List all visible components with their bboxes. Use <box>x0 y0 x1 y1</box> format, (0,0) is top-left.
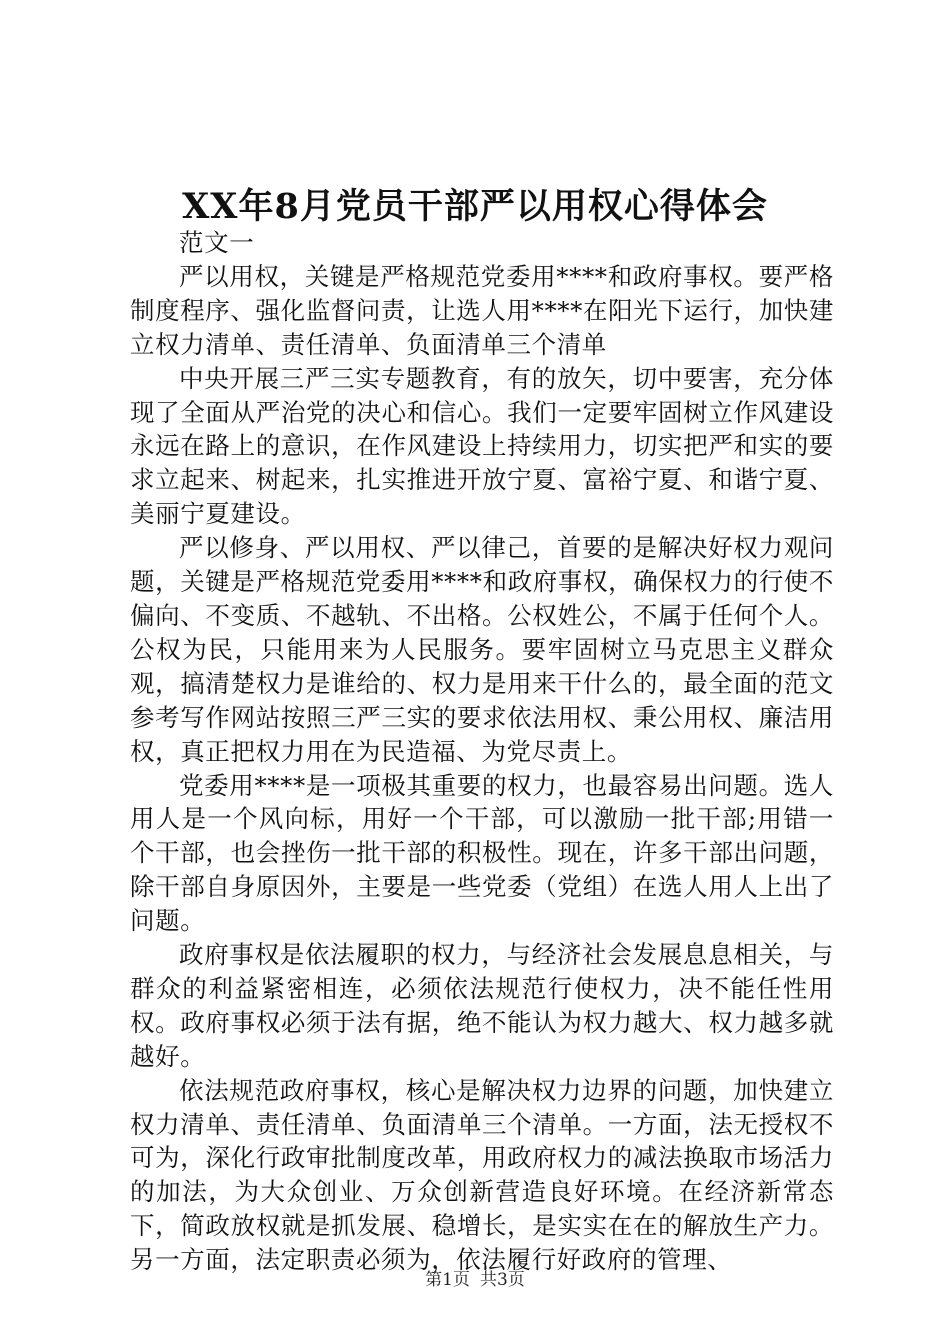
paragraph: 严以修身、严以用权、严以律己，首要的是解决好权力观问题，关键是严格规范党委用****和政府事权，确保权力的行使不偏向、不变质、不越轨、不出格。公权姓公，不属于任何个人。公权为民，只能用来为人民服务。要牢固树立马克思主义群众观，搞清楚权力是谁给的、权力是用来干什么的，最全面的范文参考写作网站按照三严三实的要求依法用权、秉公用权、廉洁用权，真正把权力用在为民造福、为党尽责上。 <box>130 533 834 766</box>
paragraph: 严以用权，关键是严格规范党委用****和政府事权。要严格制度程序、强化监督问责，让选人用****在阳光下运行，加快建立权力清单、责任清单、负面清单三个清单 <box>130 261 834 359</box>
document-title: XX年8月党员干部严以用权心得体会 <box>182 186 768 227</box>
paragraph-label: 范文一 <box>179 228 255 257</box>
paragraph: 政府事权是依法履职的权力，与经济社会发展息息相关，与群众的利益紧密相连，必须依法规范行使权力，决不能任性用权。政府事权必须于法有据，绝不能认为权力越大、权力越多就越好。 <box>130 940 834 1071</box>
paragraph: 依法规范政府事权，核心是解决权力边界的问题，加快建立权力清单、责任清单、负面清单三个清单。一方面，法无授权不可为，深化行政审批制度改革，用政府权力的减法换取市场活力的加法，为大众创业、万众创新营造良好环境。在经济新常态下，简政放权就是抓发展、稳增长，是实实在在的解放生产力。另一方面，法定职责必须为，依法履行好政府的管理、 <box>130 1075 834 1275</box>
page-footer <box>0 1268 950 1292</box>
paragraph: 党委用****是一项极其重要的权力，也最容易出问题。选人用人是一个风向标，用好一个干部，可以激励一批干部;用错一个干部，也会挫伤一批干部的积极性。现在，许多干部出问题，除干部自身原因外，主要是一些党委（党组）在选人用人上出了问题。 <box>130 770 834 936</box>
paragraph: 中央开展三严三实专题教育，有的放矢，切中要害，充分体现了全面从严治党的决心和信心。我们一定要牢固树立作风建设永远在路上的意识，在作风建设上持续用力，切实把严和实的要求立起来、树起来，扎实推进开放宁夏、富裕宁夏、和谐宁夏、美丽宁夏建设。 <box>130 363 834 529</box>
document-body <box>130 226 834 1277</box>
page-total: 共3页 <box>480 1270 525 1290</box>
page-number: 第1页 <box>425 1270 470 1290</box>
